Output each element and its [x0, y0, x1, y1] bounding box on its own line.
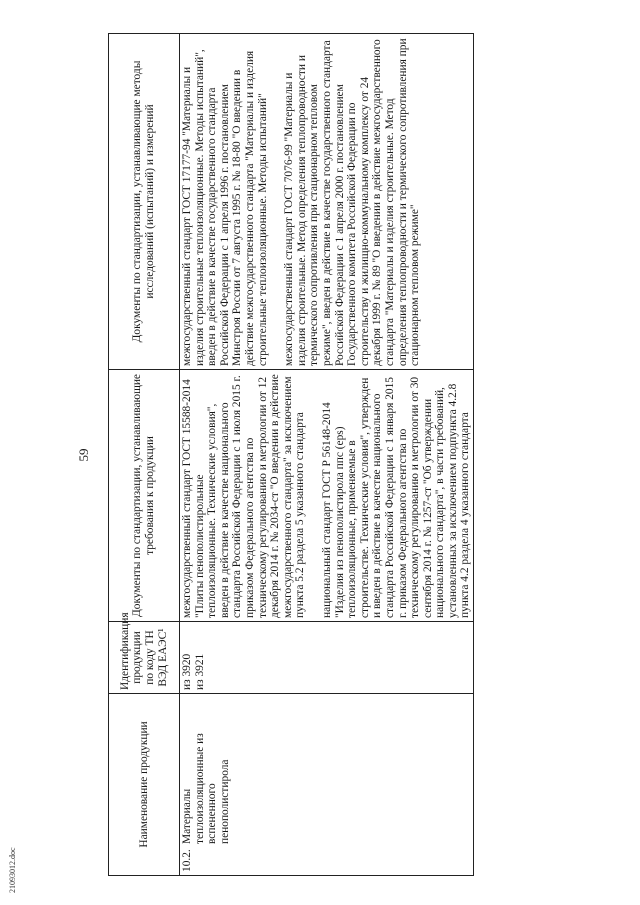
test-method-standard-1: межгосударственный стандарт ГОСТ 17177-94 "Материалы и изделия строительные теплоизоляционные. Методы испытаний", введен в действие в качестве государственного стандарта Российской Федерации с 1 апреля 1996 г. постановлением Минстроя России от 7 августа 1995 г. № 18-80 "О введении в действие межгосударственного стандарта "Материалы и изделия строительные теплоизоляционные. Методы испытаний" [181, 49, 269, 366]
regulation-table [108, 33, 474, 876]
requirements-standard-1: межгосударственный стандарт ГОСТ 15588-2014 "Плиты пенополистирольные теплоизоляционные. Технические условия", введен в действие в качестве национального стандарта Российской Федерации с 1 июля 2015 г. приказом Федерального агентства по техническому регулированию и метрологии от 12 декабря 2014 г. № 2034-ст "О введении в действие межгосударственного стандарта" за исключением пункта 5.2 раздела 5 указанного стандарта [181, 374, 307, 618]
table-row [180, 34, 474, 876]
code-item: из 3921 [193, 653, 206, 690]
header-requirements-docs: Документы по стандартизации, устанавливающие требования к продукции [109, 370, 180, 622]
code-cell [180, 622, 474, 694]
header-product-name: Наименование продукции [109, 694, 180, 876]
requirements-standard-2: национальный стандарт ГОСТ Р 56148-2014 "Изделия из пенополистирола ппс (eps) теплоизоляционные, применяемые в строительстве. Технические условия", утвержден и введен в действие в качестве национального стандарта Российской Федерации с 1 января 2015 г. приказом Федерального агентства по техническому регулированию и метрологии от 30 сентября 2014 г. № 1257-ст "Об утверждении национального стандарта", в части требований, установленных за исключением подпункта 4.2.8 пункта 4.2 раздела 4 указанного стандарта [320, 376, 472, 618]
code-item: из 3920 [181, 653, 193, 690]
test-methods-cell [180, 34, 474, 370]
footer-document-id: 21093012.doc [8, 847, 17, 893]
requirements-cell [180, 370, 474, 622]
rotated-landscape-content [66, 34, 626, 876]
page-number: 59 [76, 448, 91, 462]
header-test-method-docs: Документы по стандартизации, устанавливающие методы исследований (испытаний) и измерений [109, 34, 180, 370]
product-cell [180, 694, 474, 876]
table-header-row [109, 34, 180, 876]
product-name: Материалы теплоизоляционные из вспененного пенополистирола [181, 733, 231, 844]
row-number: 10.2. [181, 849, 193, 872]
header-product-code: Идентификация продукции по коду ТН ВЭД ЕАЭС¹ [109, 622, 180, 694]
test-method-standard-2: межгосударственный стандарт ГОСТ 7076-99 "Материалы и изделия строительные. Метод определения теплопроводности и термического сопротивления при стационарном тепловом режиме", введен в действие в качестве государственного стандарта Российской Федерации с 1 апреля 2000 г. постановлением Государственного комитета Российской Федерации по строительству и жилищно-коммунальному комплексу от 24 декабря 1999 г. № 89 "О введении в действие межгосударственного стандарта "Материалы и изделия строительные. Метод определения теплопроводности и термического сопротивления при стационарном тепловом режиме" [283, 38, 422, 366]
